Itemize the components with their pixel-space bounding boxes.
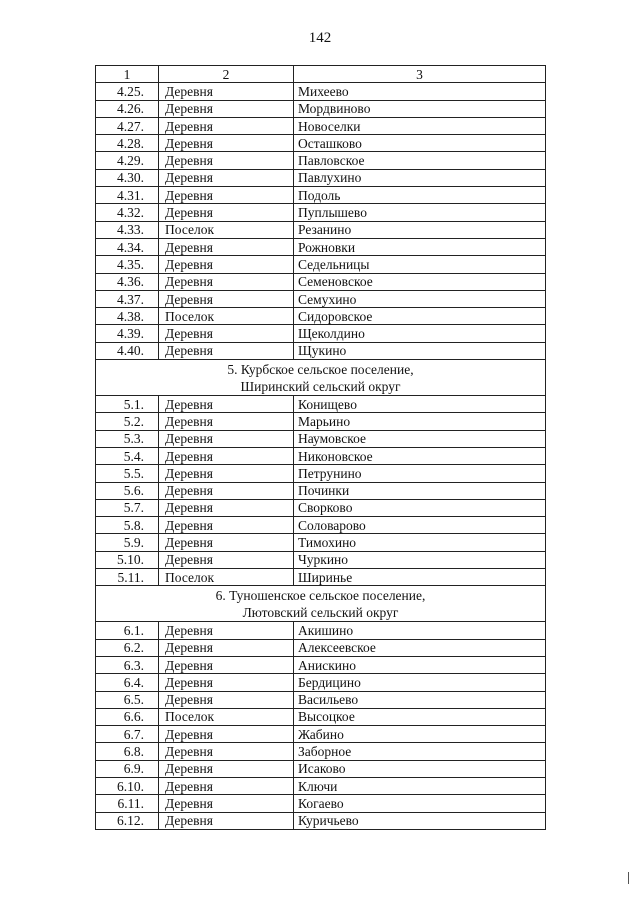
row-number: 6.1. — [96, 622, 159, 639]
row-number: 4.31. — [96, 187, 159, 204]
settlement-type: Деревня — [159, 482, 294, 499]
table-row — [96, 308, 546, 325]
table-row — [96, 743, 546, 760]
table-row — [96, 674, 546, 691]
settlement-name: Подоль — [294, 187, 546, 204]
settlement-type: Деревня — [159, 499, 294, 516]
settlement-type: Деревня — [159, 83, 294, 100]
settlement-type: Поселок — [159, 569, 294, 586]
settlement-type: Деревня — [159, 674, 294, 691]
settlement-type: Деревня — [159, 169, 294, 186]
row-number: 5.7. — [96, 499, 159, 516]
table-row — [96, 117, 546, 134]
row-number: 4.26. — [96, 100, 159, 117]
row-number: 6.7. — [96, 726, 159, 743]
row-number: 4.25. — [96, 83, 159, 100]
settlement-type: Деревня — [159, 743, 294, 760]
settlement-type: Деревня — [159, 187, 294, 204]
table-row — [96, 447, 546, 464]
table-row — [96, 639, 546, 656]
section-6-heading — [96, 586, 546, 622]
section-5-line-1: 5. Курбское сельское поселение, — [227, 362, 414, 378]
table-row — [96, 691, 546, 708]
table-row — [96, 430, 546, 447]
table-row — [96, 708, 546, 725]
row-number: 5.11. — [96, 569, 159, 586]
table-row — [96, 256, 546, 273]
settlement-name: Рожновки — [294, 238, 546, 255]
settlement-name: Соловарово — [294, 517, 546, 534]
section-row — [96, 360, 546, 396]
settlement-name: Никоновское — [294, 447, 546, 464]
table-row — [96, 517, 546, 534]
table-row — [96, 465, 546, 482]
settlement-type: Деревня — [159, 812, 294, 829]
header-col-3: 3 — [294, 66, 546, 83]
settlement-name: Алексеевское — [294, 639, 546, 656]
settlement-type: Деревня — [159, 639, 294, 656]
settlement-name: Щукино — [294, 342, 546, 359]
row-number: 6.12. — [96, 812, 159, 829]
settlement-type: Деревня — [159, 551, 294, 568]
table-row — [96, 169, 546, 186]
settlement-name: Куричьево — [294, 812, 546, 829]
settlement-name: Павлухино — [294, 169, 546, 186]
group-section-6-rows — [96, 622, 546, 830]
table-row — [96, 135, 546, 152]
row-number: 4.36. — [96, 273, 159, 290]
section-5-title — [96, 360, 546, 396]
settlement-name: Михеево — [294, 83, 546, 100]
section-5-line-2: Ширинский сельский округ — [240, 379, 401, 395]
settlement-name: Пуплышево — [294, 204, 546, 221]
row-number: 6.6. — [96, 708, 159, 725]
row-number: 5.4. — [96, 447, 159, 464]
table-row — [96, 534, 546, 551]
row-number: 6.3. — [96, 656, 159, 673]
settlement-type: Поселок — [159, 308, 294, 325]
table-row — [96, 290, 546, 307]
table-row — [96, 499, 546, 516]
settlement-name: Семухино — [294, 290, 546, 307]
row-number: 4.30. — [96, 169, 159, 186]
row-number: 4.28. — [96, 135, 159, 152]
table-row — [96, 413, 546, 430]
settlement-type: Деревня — [159, 100, 294, 117]
settlement-name: Починки — [294, 482, 546, 499]
settlement-name: Мордвиново — [294, 100, 546, 117]
settlement-type: Деревня — [159, 273, 294, 290]
table-row — [96, 656, 546, 673]
settlement-type: Деревня — [159, 342, 294, 359]
table-row — [96, 152, 546, 169]
row-number: 5.8. — [96, 517, 159, 534]
table-row — [96, 273, 546, 290]
table-row — [96, 726, 546, 743]
settlement-type: Деревня — [159, 726, 294, 743]
settlement-name: Резанино — [294, 221, 546, 238]
row-number: 5.1. — [96, 396, 159, 413]
settlement-name: Васильево — [294, 691, 546, 708]
row-number: 5.3. — [96, 430, 159, 447]
settlement-type: Деревня — [159, 760, 294, 777]
settlement-name: Наумовское — [294, 430, 546, 447]
section-row — [96, 586, 546, 622]
table-row — [96, 325, 546, 342]
settlement-name: Бердицино — [294, 674, 546, 691]
settlement-type: Деревня — [159, 152, 294, 169]
settlement-type: Деревня — [159, 534, 294, 551]
row-number: 5.9. — [96, 534, 159, 551]
settlement-name: Анискино — [294, 656, 546, 673]
settlement-name: Петрунино — [294, 465, 546, 482]
row-number: 6.5. — [96, 691, 159, 708]
settlement-type: Деревня — [159, 465, 294, 482]
settlement-type: Деревня — [159, 622, 294, 639]
row-number: 4.33. — [96, 221, 159, 238]
header-col-1: 1 — [96, 66, 159, 83]
settlement-name: Чуркино — [294, 551, 546, 568]
settlement-type: Деревня — [159, 656, 294, 673]
row-number: 5.6. — [96, 482, 159, 499]
row-number: 6.10. — [96, 777, 159, 794]
table-row — [96, 482, 546, 499]
settlement-type: Деревня — [159, 290, 294, 307]
row-number: 6.9. — [96, 760, 159, 777]
group-section-4-rows — [96, 83, 546, 360]
table-row — [96, 342, 546, 359]
settlement-type: Деревня — [159, 204, 294, 221]
settlement-type: Деревня — [159, 517, 294, 534]
settlement-name: Новоселки — [294, 117, 546, 134]
settlement-name: Осташково — [294, 135, 546, 152]
table-row — [96, 396, 546, 413]
table-row — [96, 760, 546, 777]
row-number: 4.39. — [96, 325, 159, 342]
settlement-type: Деревня — [159, 447, 294, 464]
settlement-name: Ширинье — [294, 569, 546, 586]
settlement-type: Деревня — [159, 795, 294, 812]
settlement-type: Деревня — [159, 430, 294, 447]
row-number: 4.34. — [96, 238, 159, 255]
row-number: 4.37. — [96, 290, 159, 307]
row-number: 4.29. — [96, 152, 159, 169]
settlement-name: Сворково — [294, 499, 546, 516]
settlement-name: Ключи — [294, 777, 546, 794]
settlement-name: Седельницы — [294, 256, 546, 273]
settlement-name: Щеколдино — [294, 325, 546, 342]
table-row — [96, 622, 546, 639]
header-col-2: 2 — [159, 66, 294, 83]
section-6-line-1: 6. Туношенское сельское поселение, — [215, 588, 426, 604]
section-6-line-2: Лютовский сельский округ — [242, 605, 399, 621]
row-number: 5.10. — [96, 551, 159, 568]
section-5-heading — [96, 360, 546, 396]
settlement-name: Заборное — [294, 743, 546, 760]
section-6-title — [96, 586, 546, 622]
settlement-type: Поселок — [159, 221, 294, 238]
table-row — [96, 221, 546, 238]
row-number: 6.4. — [96, 674, 159, 691]
row-number: 5.2. — [96, 413, 159, 430]
settlement-name: Акишино — [294, 622, 546, 639]
settlement-name: Марьино — [294, 413, 546, 430]
settlement-name: Высоцкое — [294, 708, 546, 725]
settlement-name: Сидоровское — [294, 308, 546, 325]
settlement-name: Павловское — [294, 152, 546, 169]
table-row — [96, 83, 546, 100]
settlement-name: Исаково — [294, 760, 546, 777]
row-number: 6.8. — [96, 743, 159, 760]
row-number: 6.2. — [96, 639, 159, 656]
settlement-type: Деревня — [159, 691, 294, 708]
settlement-type: Деревня — [159, 413, 294, 430]
row-number: 5.5. — [96, 465, 159, 482]
row-number: 4.38. — [96, 308, 159, 325]
settlement-type: Поселок — [159, 708, 294, 725]
settlement-type: Деревня — [159, 117, 294, 134]
settlement-type: Деревня — [159, 238, 294, 255]
table-row — [96, 100, 546, 117]
settlement-type: Деревня — [159, 396, 294, 413]
table-row — [96, 569, 546, 586]
settlement-name: Конищево — [294, 396, 546, 413]
table-row — [96, 812, 546, 829]
table-row — [96, 238, 546, 255]
table-row — [96, 551, 546, 568]
settlement-type: Деревня — [159, 256, 294, 273]
row-number: 4.35. — [96, 256, 159, 273]
table-row — [96, 204, 546, 221]
settlements-table — [95, 65, 546, 830]
settlement-type: Деревня — [159, 777, 294, 794]
table-row — [96, 795, 546, 812]
table-row — [96, 187, 546, 204]
row-number: 4.27. — [96, 117, 159, 134]
row-number: 4.32. — [96, 204, 159, 221]
settlement-name: Когаево — [294, 795, 546, 812]
table-header-row — [96, 66, 546, 83]
row-number: 6.11. — [96, 795, 159, 812]
settlement-name: Тимохино — [294, 534, 546, 551]
settlement-type: Деревня — [159, 135, 294, 152]
page-number: 142 — [308, 30, 332, 46]
settlement-type: Деревня — [159, 325, 294, 342]
table-row — [96, 777, 546, 794]
group-section-5-rows — [96, 396, 546, 586]
margin-mark — [628, 872, 631, 884]
row-number: 4.40. — [96, 342, 159, 359]
settlement-name: Жабино — [294, 726, 546, 743]
settlement-name: Семеновское — [294, 273, 546, 290]
